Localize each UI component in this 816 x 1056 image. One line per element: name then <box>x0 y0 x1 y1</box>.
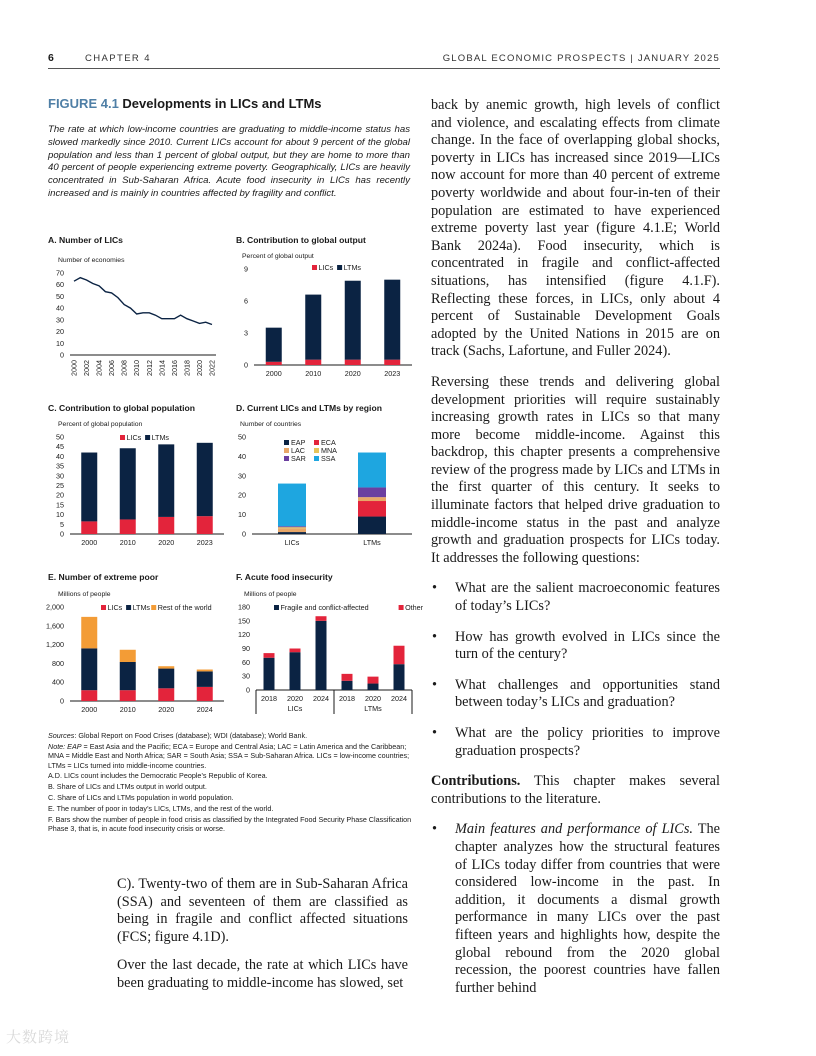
bar-segment-lics <box>81 690 97 701</box>
legend-swatch <box>120 435 125 440</box>
y-tick-label: 1,600 <box>46 621 64 631</box>
y-tick-label: 30 <box>238 471 246 481</box>
legend-label: LAC <box>291 446 305 455</box>
bar-segment-ltms <box>158 444 174 517</box>
bar-segment-fragile-and-conflict-affected <box>316 621 327 690</box>
x-tick-label: 2024 <box>391 694 407 703</box>
bar-segment-fragile-and-conflict-affected <box>394 664 405 690</box>
bar-segment-ltms <box>120 448 136 519</box>
legend-swatch <box>145 435 150 440</box>
chart-f-svg <box>236 572 424 722</box>
legend-label: EAP <box>291 438 306 447</box>
legend-label: MNA <box>321 446 337 455</box>
bar-segment-sar <box>278 526 306 527</box>
chart-e-svg <box>48 572 228 722</box>
bar-segment-lics <box>266 362 282 365</box>
bar-segment-other <box>394 646 405 664</box>
figure-lede: The rate at which low-income countries are graduating to middle-income status has slowed markedly since 2010. Current LICs account for about 9 percent of the global population and less than 1 percent of global output, but they are home to more than 40 percent of people experiencing extreme poverty. Geographically, LICs are heavily concentrated in Sub-Saharan Africa. Acute food insecurity in LICs has recently increased and is mainly in countries affected by fragility and conflict. <box>48 124 410 199</box>
x-tick-label: 2010 <box>119 538 136 547</box>
y-tick-label: 40 <box>56 451 64 461</box>
bar-segment-lics <box>120 519 136 534</box>
bar-segment-eap <box>278 532 306 534</box>
x-tick-label: 2000 <box>69 360 79 376</box>
bar-segment-rest-of-the-world <box>158 666 174 668</box>
bar-segment-ltms <box>81 453 97 522</box>
x-tick-label: 2014 <box>157 360 167 376</box>
bar-segment-rest-of-the-world <box>197 670 213 672</box>
legend-swatch <box>151 605 156 610</box>
running-header <box>48 52 720 69</box>
y-axis-unit-label: Millions of people <box>244 591 297 598</box>
legend-swatch <box>284 440 289 445</box>
bar-segment-ltms <box>81 648 97 690</box>
legend-swatch <box>284 456 289 461</box>
sources-label: Sources <box>48 731 75 740</box>
left-column-text <box>117 876 408 993</box>
y-axis-unit-label: Percent of global population <box>58 421 143 428</box>
y-tick-label: 20 <box>56 327 64 337</box>
y-tick-label: 30 <box>242 671 250 681</box>
bar-segment-other <box>290 649 301 653</box>
bullet-icon: • <box>432 580 438 597</box>
bar-segment-ltms <box>158 669 174 689</box>
bar-segment-lics <box>197 687 213 701</box>
y-tick-label: 90 <box>242 644 250 653</box>
question-item: • What are the salient macroeconomic features of today’s LICs? <box>432 580 720 615</box>
bar-segment-eca <box>358 501 386 517</box>
legend-label: LTMs <box>151 433 170 442</box>
panel-c-global-population <box>48 403 228 553</box>
y-tick-label: 6 <box>244 296 248 306</box>
y-tick-label: 120 <box>238 630 250 640</box>
group-label: LICs <box>287 704 303 713</box>
y-tick-label: 0 <box>246 685 250 695</box>
y-tick-label: 10 <box>56 338 64 348</box>
x-tick-label: 2000 <box>81 705 98 714</box>
panel-f-food-insecurity <box>236 572 424 722</box>
x-tick-label: 2023 <box>384 369 401 378</box>
x-tick-label: 2000 <box>81 538 98 547</box>
question-item: • What are the policy priorities to improve graduation prospects? <box>432 725 720 759</box>
x-tick-label: 2004 <box>94 360 104 376</box>
y-tick-label: 400 <box>52 677 64 687</box>
legend-label: LTMs <box>343 263 362 272</box>
y-tick-label: 800 <box>52 658 64 668</box>
y-tick-label: 45 <box>56 442 64 452</box>
x-tick-label: 2020 <box>194 360 204 376</box>
bullet-icon: • <box>432 676 438 693</box>
y-tick-label: 9 <box>244 264 248 274</box>
figure-title <box>48 96 322 111</box>
x-tick-label: 2010 <box>132 360 142 376</box>
y-tick-label: 15 <box>56 500 64 510</box>
y-tick-label: 0 <box>242 529 246 539</box>
group-label: LTMs <box>364 704 382 713</box>
figure-notes <box>48 731 413 835</box>
bar-segment-mna <box>278 527 306 528</box>
panel-note: A.D. LICs count includes the Democratic People’s Republic of Korea. <box>48 771 268 781</box>
panel-title: A. Number of LICs <box>48 235 123 245</box>
y-tick-label: 5 <box>60 519 64 529</box>
x-tick-label: LICs <box>284 538 300 547</box>
bar-segment-lics <box>120 690 136 701</box>
legend-label: Fragile and conflict-affected <box>280 603 369 612</box>
x-tick-label: LTMs <box>363 538 381 547</box>
chapter-label: CHAPTER 4 <box>85 53 151 64</box>
y-axis-unit-label: Percent of global output <box>242 253 314 260</box>
bar-segment-lics <box>305 360 321 365</box>
panel-d-by-region <box>236 403 416 553</box>
body-paragraph: C). Twenty-two of them are in Sub-Saharan Africa (SSA) and seventeen of them are classified as being in fragile and conflict affected situations (FCS; figure 4.1D). <box>117 876 408 945</box>
bar-segment-lac <box>358 497 386 501</box>
figure-title-text: Developments in LICs and LTMs <box>122 96 322 111</box>
panel-note: E. The number of poor in today’s LICs, LTMs, and the rest of the world. <box>48 803 274 813</box>
panel-title: E. Number of extreme poor <box>48 572 159 582</box>
x-tick-label: 2024 <box>196 705 213 714</box>
legend-swatch <box>399 605 404 610</box>
y-axis-unit-label: Number of economies <box>58 257 125 264</box>
bar-segment-rest-of-the-world <box>81 617 97 648</box>
y-tick-label: 30 <box>56 471 64 481</box>
panel-note: F. Bars show the number of people in food crisis as classified by the Integrated Food Security Phase Classification Phase 3, that is, in acute food insecurity crisis or worse. <box>48 814 412 833</box>
chart-b-svg <box>236 235 416 385</box>
legend-swatch <box>314 456 319 461</box>
y-tick-label: 35 <box>56 461 64 471</box>
bar-segment-ltms <box>345 281 361 360</box>
y-tick-label: 25 <box>56 481 64 490</box>
y-tick-label: 50 <box>56 432 64 442</box>
note-label: Note: EAP <box>48 741 82 751</box>
body-paragraph: Reversing these trends and delivering global development priorities will require sustainably increasing growth rates in LICs so that many more become middle-income. Against this backdrop, this chapter presents a comprehensive review of the progress made by LICs and LTMs in the first quarter of this century. It seeks to illuminate factors that helped drive graduation to middle-income status in the past and analyze growth and graduation prospects for LICs today. It addresses the following questions: <box>431 373 720 566</box>
bar-segment-ltms <box>120 662 136 690</box>
contributions-label: Contributions. <box>431 773 521 790</box>
x-tick-label: 2018 <box>339 694 355 703</box>
legend-swatch <box>314 440 319 445</box>
bar-segment-ltms <box>197 443 213 516</box>
bar-segment-other <box>368 677 379 684</box>
bar-segment-fragile-and-conflict-affected <box>264 658 275 690</box>
bar-segment-other <box>316 616 327 621</box>
bar-segment-other <box>264 653 275 658</box>
x-tick-label: 2023 <box>196 538 213 547</box>
x-tick-label: 2018 <box>182 360 192 376</box>
x-tick-label: 2010 <box>305 369 322 378</box>
y-tick-label: 0 <box>244 360 248 370</box>
bar-segment-lics <box>384 360 400 365</box>
x-tick-label: 2020 <box>158 705 175 714</box>
legend-label: LTMs <box>132 603 151 612</box>
y-tick-label: 40 <box>56 303 64 313</box>
y-axis-unit-label: Number of countries <box>240 421 302 428</box>
legend-label: LICs <box>318 263 334 272</box>
legend-swatch <box>126 605 131 610</box>
bar-segment-lics <box>81 521 97 534</box>
x-tick-label: 2008 <box>119 360 129 376</box>
page-number: 6 <box>48 52 54 64</box>
watermark-logo: 大数跨境 <box>6 1029 71 1046</box>
bar-segment-ltms <box>384 280 400 360</box>
bar-segment-ltms <box>305 295 321 360</box>
panel-note: C. Share of LICs and LTMs population in world population. <box>48 793 234 802</box>
bar-segment-ltms <box>197 671 213 687</box>
bar-segment-sar <box>358 487 386 497</box>
bar-segment-lac <box>278 528 306 532</box>
y-tick-label: 1,200 <box>46 640 64 650</box>
y-tick-label: 3 <box>244 328 248 338</box>
questions-list <box>431 580 720 760</box>
legend-label: Other <box>405 603 424 612</box>
y-tick-label: 40 <box>238 451 246 461</box>
bar-segment-other <box>342 674 353 681</box>
x-tick-label: 2010 <box>119 705 136 714</box>
bullet-icon: • <box>432 821 438 838</box>
body-paragraph: back by anemic growth, high levels of conflict and violence, and escalating effects from climate change. In the face of overlapping global shocks, poverty in LICs has increased since 2019—LICs now account for more than 40 percent of extreme poverty worldwide and about four-in-ten of their population are estimated to have experienced extreme poverty last year (figure 4.1.E; World Bank 2024a). Food insecurity, which is concentrated in fragile and conflict-affected situations, has intensified (figure 4.1.F). Reflecting these forces, in LICs, only about 4 percent of Sustainable Development Goals adopted by the United Nations in 2015 are on track (Sachs, Lafortune, and Fuller 2024). <box>431 97 720 360</box>
x-tick-label: 2016 <box>169 360 179 376</box>
legend-swatch <box>284 448 289 453</box>
bar-segment-fragile-and-conflict-affected <box>290 652 301 690</box>
panel-title: C. Contribution to global population <box>48 403 196 413</box>
legend-swatch <box>274 605 279 610</box>
publication-title: GLOBAL ECONOMIC PROSPECTS | JANUARY 2025 <box>442 53 720 64</box>
x-tick-label: 2020 <box>344 369 361 378</box>
body-paragraph: Over the last decade, the rate at which LICs have been graduating to middle-income has slowed, set <box>117 957 408 991</box>
y-tick-label: 50 <box>56 291 64 301</box>
question-item: • How has growth evolved in LICs since the turn of the century? <box>432 628 720 663</box>
legend-label: LICs <box>126 433 142 442</box>
bar-segment-lics <box>345 360 361 365</box>
panel-b-global-output <box>236 235 416 385</box>
chart-c-svg <box>48 403 228 553</box>
abbrev-note: Note: EAP = East Asia and the Pacific; ECA = Europe and Central Asia; LAC = Latin America and the Caribbean; MNA = Middle East and North Africa; SAR = South Asia; SSA = Sub-Saharan Africa. LICs = low-income countries; LTMs = LICs turned into middle-income countries. <box>48 741 410 770</box>
y-tick-label: 20 <box>56 490 64 500</box>
bar-segment-lics <box>197 516 213 534</box>
panel-a-number-of-lics <box>48 235 228 385</box>
bar-segment-ssa <box>278 484 306 527</box>
panel-title: B. Contribution to global output <box>236 235 366 245</box>
panel-title: D. Current LICs and LTMs by region <box>236 403 382 413</box>
figure-label: FIGURE 4.1 <box>48 96 119 111</box>
legend-swatch <box>312 265 317 270</box>
bar-segment-eap <box>358 517 386 534</box>
x-tick-label: 2020 <box>158 538 175 547</box>
y-tick-label: 30 <box>56 315 64 325</box>
y-tick-label: 20 <box>238 490 246 500</box>
contribution-item: • Main features and performance of LICs. The chapter analyzes how the structural features of LICs today differ from countries that were considered low-income in the past. In addition, it documents a dismal growth performance in many LICs over the past fifteen years and highlights how, despite the global rebound from the 2020 global recession, the poorest countries have fallen further behind <box>432 821 721 996</box>
x-tick-label: 2022 <box>207 360 217 376</box>
contribution-lead: Main features and performance of LICs. <box>455 821 693 838</box>
x-tick-label: 2020 <box>365 694 381 703</box>
x-tick-label: 2002 <box>82 360 92 376</box>
x-tick-label: 2000 <box>265 369 282 378</box>
y-tick-label: 50 <box>238 432 246 442</box>
question-item: • What challenges and opportunities stand between today’s LICs and graduation? <box>432 676 720 711</box>
line-series-lics <box>74 278 212 325</box>
panel-e-extreme-poor <box>48 572 228 722</box>
y-tick-label: 0 <box>60 696 64 706</box>
bar-segment-ssa <box>358 453 386 488</box>
bar-segment-fragile-and-conflict-affected <box>368 684 379 690</box>
legend-label: LICs <box>107 603 123 612</box>
y-tick-label: 0 <box>60 350 64 360</box>
y-tick-label: 180 <box>238 602 250 612</box>
right-column-text <box>431 97 720 1010</box>
contributions-list <box>431 821 720 997</box>
bar-segment-ltms <box>266 328 282 362</box>
legend-label: SSA <box>321 454 336 463</box>
bullet-icon: • <box>432 725 438 741</box>
bar-segment-rest-of-the-world <box>120 650 136 662</box>
panel-title: F. Acute food insecurity <box>236 572 333 582</box>
legend-swatch <box>337 265 342 270</box>
bar-segment-lics <box>158 688 174 701</box>
x-tick-label: 2012 <box>144 360 154 376</box>
sources-note: Sources: Global Report on Food Crises (database); WDI (database); World Bank. <box>48 731 308 740</box>
legend-swatch <box>101 605 106 610</box>
bar-segment-lics <box>158 517 174 534</box>
y-tick-label: 150 <box>238 616 250 626</box>
bullet-icon: • <box>432 628 438 645</box>
y-axis-unit-label: Millions of people <box>58 591 111 598</box>
y-tick-label: 70 <box>56 268 64 278</box>
x-tick-label: 2020 <box>287 694 303 703</box>
chart-a-svg <box>48 235 228 385</box>
legend-swatch <box>314 448 319 453</box>
y-tick-label: 60 <box>56 280 64 290</box>
x-tick-label: 2006 <box>107 360 117 376</box>
y-tick-label: 10 <box>56 510 64 520</box>
x-tick-label: 2018 <box>261 694 277 703</box>
y-tick-label: 2,000 <box>46 602 64 612</box>
bar-segment-fragile-and-conflict-affected <box>342 681 353 690</box>
legend-label: ECA <box>321 438 336 447</box>
legend-label: Rest of the world <box>157 603 212 612</box>
legend-label: SAR <box>291 454 306 463</box>
y-tick-label: 60 <box>242 657 250 667</box>
y-tick-label: 10 <box>238 510 246 520</box>
x-tick-label: 2024 <box>313 694 329 703</box>
chart-d-svg <box>236 403 416 553</box>
contributions-paragraph: Contributions. This chapter makes several contributions to the literature. <box>431 773 720 807</box>
panel-note: B. Share of LICs and LTMs output in world output. <box>48 782 207 792</box>
y-tick-label: 0 <box>60 529 64 539</box>
